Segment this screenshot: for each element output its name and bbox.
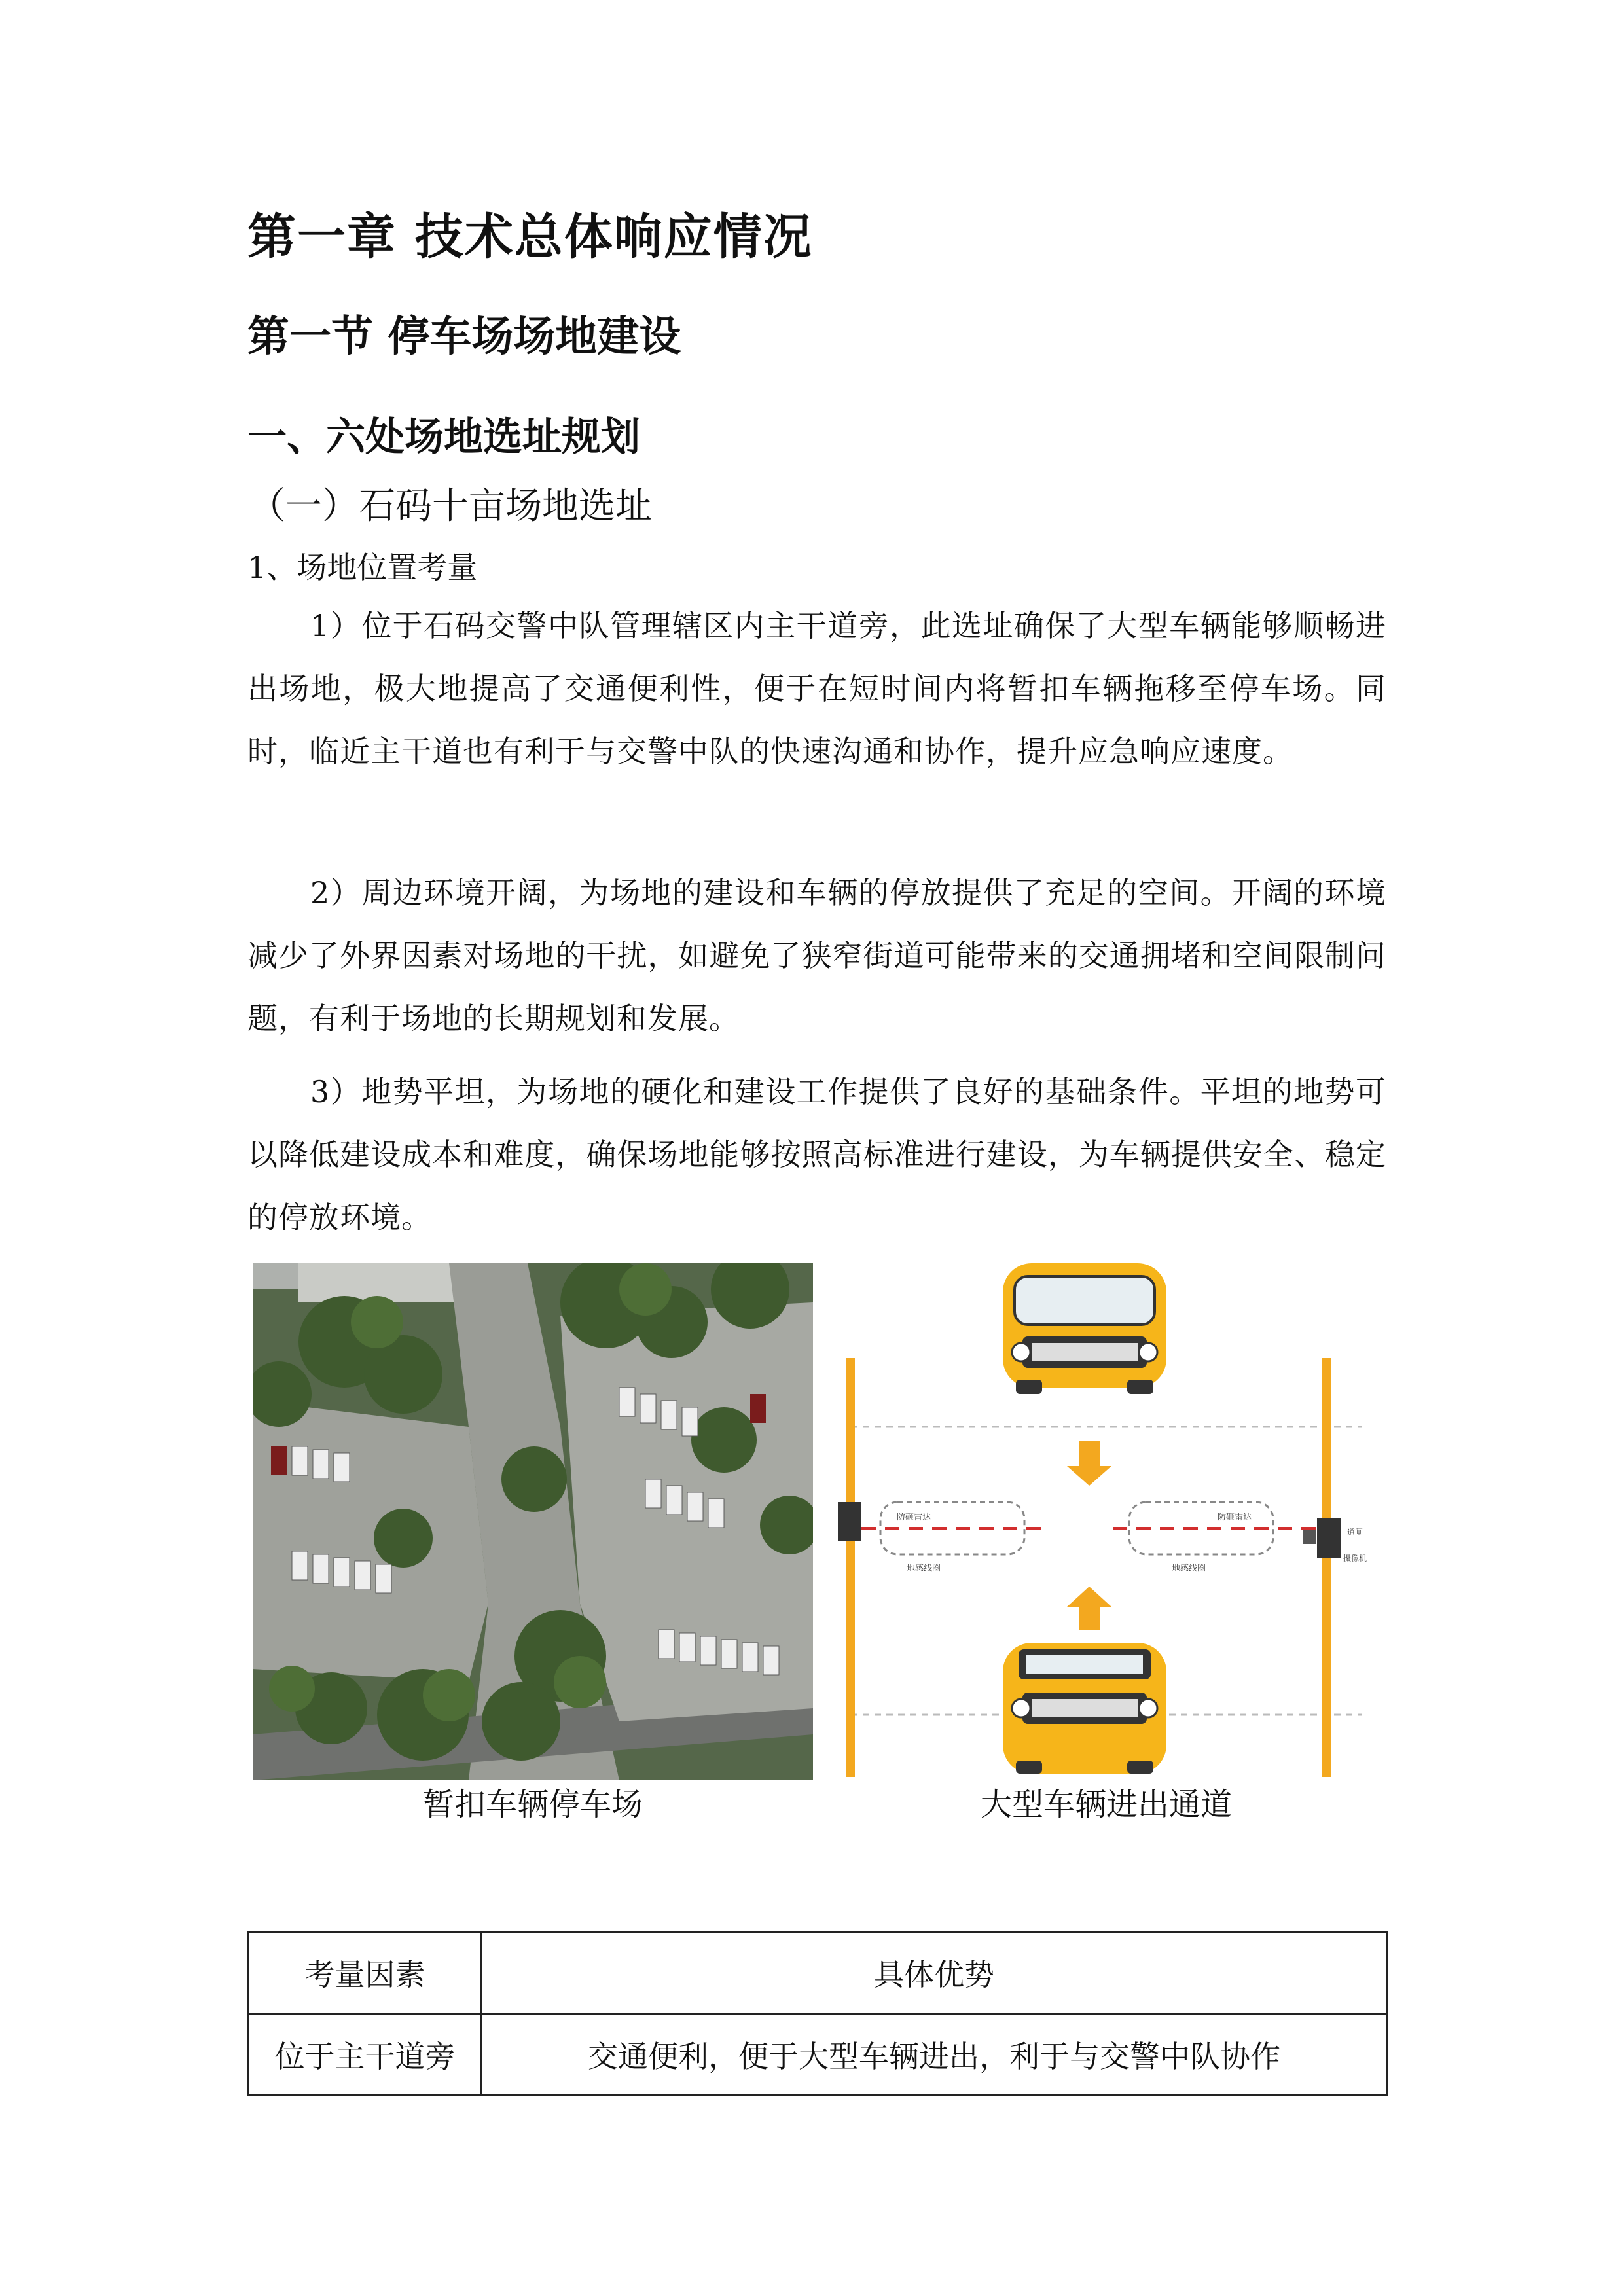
left-radar-label: 防砸雷达 — [897, 1513, 931, 1522]
vehicle-lane-diagram — [831, 1263, 1381, 1780]
right-device-label-2: 摄像机 — [1343, 1554, 1367, 1563]
point-title: 1、场地位置考量 — [247, 550, 478, 585]
left-pole — [846, 1358, 855, 1777]
right-device-label-1: 道闸 — [1347, 1528, 1363, 1537]
subsection-title: 一、六处场地选址规划 — [247, 414, 640, 460]
table-header-advantage: 具体优势 — [482, 1932, 1387, 2014]
section-title: 第一节 停车场场地建设 — [247, 313, 681, 361]
bus-bottom-icon — [1003, 1643, 1166, 1774]
right-pole — [1322, 1358, 1331, 1777]
table-cell-factor: 位于主干道旁 — [249, 2014, 482, 2096]
figure-caption-vehicle-lane: 大型车辆进出通道 — [980, 1786, 1232, 1823]
table-header-row — [249, 1932, 1387, 2014]
right-loop-label: 地感线圈 — [1172, 1564, 1206, 1573]
table-header-factor: 考量因素 — [249, 1932, 482, 2014]
right-radar-label: 防砸雷达 — [1218, 1513, 1252, 1522]
subsubsection-title: （一）石码十亩场地选址 — [249, 485, 652, 528]
chapter-title: 第一章 技术总体响应情况 — [247, 209, 813, 265]
paragraph-location: 1）位于石码交警中队管理辖区内主干道旁，此选址确保了大型车辆能够顺畅进出场地，极大地提高了交通便利性，便于在短时间内将暂扣车辆拖移至停车场。同时，临近主干道也有利于与交警中队的快速沟通和协作，提升应急响应速度。 — [247, 608, 1386, 769]
down-arrow-icon — [1067, 1441, 1111, 1486]
figure-caption-parking-lot: 暂扣车辆停车场 — [422, 1786, 643, 1823]
advantages-table — [247, 1931, 1388, 2096]
up-arrow-icon — [1067, 1587, 1111, 1630]
table-row — [249, 2014, 1387, 2096]
bus-top-icon — [1003, 1263, 1166, 1394]
paragraph-environment: 2）周边环境开阔，为场地的建设和车辆的停放提供了充足的空间。开阔的环境减少了外界因素对场地的干扰，如避免了狭窄街道可能带来的交通拥堵和空间限制问题，有利于场地的长期规划和发展。 — [247, 875, 1386, 1036]
parking-lot-aerial-photo — [253, 1263, 813, 1780]
paragraph-terrain: 3）地势平坦，为场地的硬化和建设工作提供了良好的基础条件。平坦的地势可以降低建设成本和难度，确保场地能够按照高标准进行建设，为车辆提供安全、稳定的停放环境。 — [247, 1074, 1386, 1235]
left-loop-label: 地感线圈 — [907, 1564, 941, 1573]
table-cell-advantage: 交通便利，便于大型车辆进出，利于与交警中队协作 — [482, 2014, 1387, 2096]
